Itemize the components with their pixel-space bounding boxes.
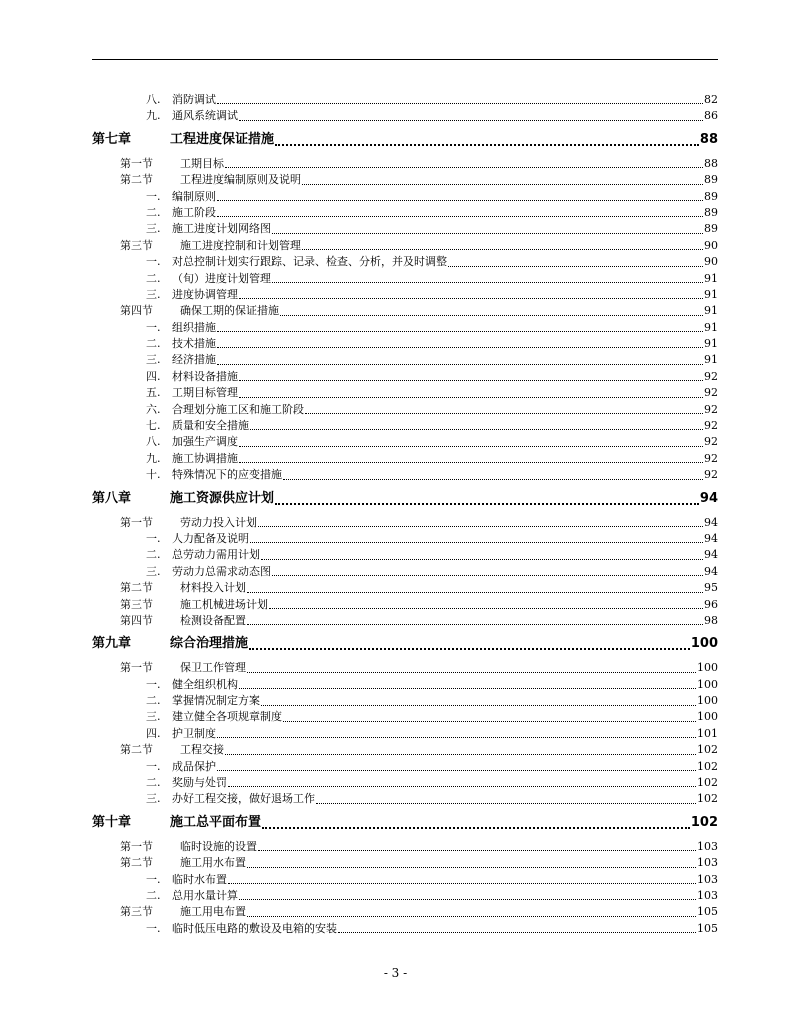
toc-subsection-entry[interactable] [92,385,718,401]
toc-entry-title: 施工总平面布置 [170,814,262,830]
toc-section-entry[interactable] [92,172,718,188]
toc-subsection-entry[interactable] [92,369,718,385]
toc-entry-number: 三. [146,353,161,367]
toc-entry-title: 通风系统调试 [172,109,238,123]
toc-entry-page: 103 [697,889,718,902]
dot-leader [239,446,703,447]
toc-entry-title: 掌握情况制定方案 [172,694,260,708]
toc-entry-number: 一. [146,255,161,269]
toc-entry-page: 89 [704,173,718,187]
toc-entry-number: 第二节 [120,856,153,870]
toc-entry-page: 102 [697,759,718,773]
dot-leader [228,883,696,884]
toc-entry-number: 二. [146,337,161,351]
toc-entry-number: 一. [146,320,161,334]
toc-entry-number: 第一节 [120,156,153,170]
toc-subsection-entry[interactable] [92,254,718,270]
toc-entry-number: 三. [146,564,161,578]
dot-leader [247,672,696,673]
toc-entry-page: 100 [690,636,718,652]
toc-entry-title: 工程进度编制原则及说明 [180,173,301,187]
toc-entry-title: 特殊情况下的应变措施 [172,468,282,482]
dot-leader [217,331,703,332]
dot-leader [239,397,703,398]
toc-subsection-entry[interactable] [92,547,718,563]
toc-entry-title: 施工阶段 [172,205,216,219]
toc-entry-number: 五. [146,386,161,400]
toc-entry-page: 101 [697,726,718,740]
toc-entry-number: 一. [146,189,161,203]
dot-leader [280,315,703,316]
toc-entry-page: 105 [697,905,718,919]
toc-entry-number: 第十章 [92,814,132,830]
dot-leader [272,575,703,576]
toc-entry-title: 施工资源供应计划 [170,490,275,506]
toc-entry-title: 消防调试 [172,92,216,106]
toc-subsection-entry[interactable] [92,271,718,287]
dot-leader [225,167,703,168]
toc-subsection-entry[interactable] [92,710,718,726]
dot-leader [302,184,703,185]
toc-section-entry[interactable] [92,597,718,613]
toc-entry-title: 临时低压电路的敷设及电箱的安装 [172,921,337,935]
toc-entry-page: 94 [704,515,718,529]
toc-entry-page: 88 [699,131,718,147]
dot-leader [302,249,703,250]
toc-entry-number: 第一节 [120,839,153,853]
dot-leader [258,850,696,851]
dot-leader [250,429,703,430]
dot-leader [217,347,703,348]
toc-entry-page: 88 [704,156,718,170]
dot-leader [275,144,699,146]
toc-entry-number: 三. [146,792,161,806]
dot-leader [250,542,703,543]
toc-entry-title: 进度协调管理 [172,287,238,301]
toc-entry-page: 102 [697,792,718,806]
toc-entry-title: 材料设备措施 [172,369,238,383]
toc-entry-page: 94 [704,531,718,545]
toc-section-entry[interactable] [92,660,718,676]
dot-leader [239,380,703,381]
page-number: - 3 - [383,966,408,980]
toc-entry-number: 十. [146,468,161,482]
toc-entry-title: 施工进度控制和计划管理 [180,238,301,252]
dot-leader [272,233,703,234]
toc-entry-number: 四. [146,726,161,740]
toc-section-entry[interactable] [92,156,718,172]
toc-entry-title: 施工用电布置 [180,905,246,919]
dot-leader [239,462,703,463]
toc-entry-page: 105 [697,921,718,935]
toc-entry-page: 102 [697,743,718,757]
dot-leader [283,721,696,722]
toc-entry-number: 一. [146,759,161,773]
toc-entry-number: 第七章 [92,131,132,147]
toc-entry-page: 82 [704,92,718,106]
toc-entry-page: 90 [704,255,718,269]
toc-entry-page: 95 [704,581,718,595]
toc-entry-title: 建立健全各项规章制度 [172,710,282,724]
toc-entry-page: 92 [704,402,718,416]
toc-entry-page: 92 [704,369,718,383]
toc-entry-page: 92 [704,419,718,433]
toc-entry-title: 办好工程交接，做好退场工作 [172,792,315,806]
toc-entry-number: 七. [146,419,161,433]
toc-entry-title: 总用水量计算 [172,889,238,902]
dot-leader [261,559,703,560]
toc-entry-number: 二. [146,889,161,902]
toc-entry-title: 施工用水布置 [180,856,246,870]
toc-entry-title: 护卫制度 [172,726,216,740]
toc-entry-page: 89 [704,189,718,203]
toc-subsection-entry[interactable] [92,467,718,483]
toc-subsection-entry[interactable] [92,434,718,450]
dot-leader [228,786,696,787]
toc-entry-title: 施工机械进场计划 [180,597,268,611]
toc-entry-title: 编制原则 [172,189,216,203]
dot-leader [272,282,703,283]
toc-entry-page: 91 [704,287,718,301]
toc-entry-title: 组织措施 [172,320,216,334]
toc-entry-page: 92 [704,468,718,482]
toc-entry-page: 92 [704,386,718,400]
dot-leader [239,120,703,121]
toc-entry-title: 总劳动力需用计划 [172,548,260,562]
toc-subsection-entry[interactable] [92,287,718,303]
toc-entry-page: 91 [704,304,718,318]
toc-entry-title: 奖励与处罚 [172,776,227,790]
toc-entry-page: 89 [704,222,718,236]
toc-entry-number: 四. [146,369,161,383]
toc-section-entry[interactable] [92,515,718,531]
toc-entry-page: 96 [704,597,718,611]
toc-entry-title: 对总控制计划实行跟踪、记录、检查、分析，并及时调整 [172,255,447,269]
toc-entry-title: 工程进度保证措施 [170,131,275,147]
toc-entry-page: 103 [697,856,718,870]
toc-subsection-entry[interactable] [92,775,718,791]
toc-entry-number: 第四节 [120,613,153,627]
toc-entry-title: 施工进度计划网络图 [172,222,271,236]
toc-subsection-entry[interactable] [92,92,718,108]
toc-entry-title: 合理划分施工区和施工阶段 [172,402,304,416]
toc-subsection-entry[interactable] [92,693,718,709]
header-rule [92,59,718,60]
toc-subsection-entry[interactable] [92,759,718,775]
toc-entry-page: 94 [704,548,718,562]
toc-entry-page: 100 [697,661,718,675]
toc-entry-page: 98 [704,613,718,627]
dot-leader [338,932,696,933]
dot-leader [217,770,696,771]
toc-entry-page: 92 [704,435,718,449]
toc-entry-number: 一. [146,531,161,545]
toc-entry-title: 工程交接 [180,743,224,757]
toc-entry-title: 劳动力总需求动态图 [172,564,271,578]
toc-entry-page: 100 [697,694,718,708]
dot-leader [217,200,703,201]
toc-entry-number: 三. [146,222,161,236]
toc-entry-title: 临时水布置 [172,872,227,886]
toc-entry-number: 第三节 [120,905,153,919]
toc-entry-title: 质量和安全措施 [172,419,249,433]
dot-leader [258,526,703,527]
toc-entry-number: 三. [146,710,161,724]
toc-entry-title: 综合治理措施 [170,636,249,652]
toc-entry-number: 一. [146,921,161,935]
dot-leader [269,608,703,609]
toc-section-entry[interactable] [92,839,718,855]
toc-entry-number: 八. [146,435,161,449]
toc-section-entry[interactable] [92,855,718,871]
toc-subsection-entry[interactable] [92,564,718,580]
toc-entry-page: 102 [690,814,718,830]
toc-section-entry[interactable] [92,238,718,254]
toc-subsection-entry[interactable] [92,418,718,434]
toc-entry-title: 施工协调措施 [172,451,238,465]
dot-leader [217,737,696,738]
toc-subsection-entry[interactable] [92,921,718,937]
toc-entry-page: 100 [697,710,718,724]
toc-entry-title: （旬）进度计划管理 [172,271,271,285]
dot-leader [239,298,703,299]
dot-leader [305,413,703,414]
toc-subsection-entry[interactable] [92,205,718,221]
toc-entry-page: 102 [697,776,718,790]
toc-entry-title: 保卫工作管理 [180,661,246,675]
dot-leader [316,803,696,804]
table-of-contents [92,92,718,937]
toc-entry-number: 第一节 [120,515,153,529]
toc-section-entry[interactable] [92,613,718,629]
toc-subsection-entry[interactable] [92,320,718,336]
toc-entry-title: 材料投入计划 [180,581,246,595]
toc-subsection-entry[interactable] [92,402,718,418]
toc-entry-number: 二. [146,694,161,708]
toc-entry-page: 91 [704,353,718,367]
toc-subsection-entry[interactable] [92,189,718,205]
toc-entry-number: 三. [146,287,161,301]
toc-entry-number: 第四节 [120,304,153,318]
toc-entry-title: 劳动力投入计划 [180,515,257,529]
toc-chapter-entry[interactable] [92,632,718,656]
toc-entry-number: 第三节 [120,597,153,611]
dot-leader [275,503,699,505]
dot-leader [247,624,703,625]
toc-entry-number: 二. [146,776,161,790]
toc-entry-page: 103 [697,839,718,853]
toc-section-entry[interactable] [92,303,718,319]
toc-entry-title: 人力配备及说明 [172,531,249,545]
toc-subsection-entry[interactable] [92,336,718,352]
toc-entry-title: 确保工期的保证措施 [180,304,279,318]
dot-leader [448,266,703,267]
toc-entry-number: 第九章 [92,636,132,652]
toc-entry-page: 91 [704,337,718,351]
dot-leader [249,648,690,650]
toc-entry-page: 90 [704,238,718,252]
toc-entry-number: 九. [146,109,161,123]
toc-entry-number: 二. [146,205,161,219]
toc-entry-number: 六. [146,402,161,416]
toc-chapter-entry[interactable] [92,128,718,152]
toc-entry-number: 第一节 [120,661,153,675]
toc-entry-number: 第二节 [120,581,153,595]
toc-entry-number: 一. [146,872,161,886]
dot-leader [239,899,696,900]
toc-entry-title: 健全组织机构 [172,677,238,691]
dot-leader [247,867,696,868]
dot-leader [261,705,696,706]
toc-entry-title: 工期目标 [180,156,224,170]
dot-leader [247,592,703,593]
dot-leader [217,364,703,365]
toc-chapter-entry[interactable] [92,487,718,511]
toc-subsection-entry[interactable] [92,352,718,368]
toc-entry-page: 91 [704,271,718,285]
dot-leader [262,827,690,829]
toc-entry-title: 成品保护 [172,759,216,773]
toc-entry-page: 103 [697,872,718,886]
toc-subsection-entry[interactable] [92,221,718,237]
toc-entry-number: 二. [146,271,161,285]
toc-entry-number: 第二节 [120,743,153,757]
toc-subsection-entry[interactable] [92,872,718,888]
toc-entry-number: 第八章 [92,490,132,506]
toc-subsection-entry[interactable] [92,531,718,547]
toc-subsection-entry[interactable] [92,451,718,467]
toc-entry-number: 第三节 [120,238,153,252]
toc-entry-title: 经济措施 [172,353,216,367]
toc-entry-page: 89 [704,205,718,219]
dot-leader [239,688,696,689]
toc-entry-page: 94 [699,490,718,506]
toc-entry-number: 九. [146,451,161,465]
toc-entry-title: 工期目标管理 [172,386,238,400]
toc-entry-page: 91 [704,320,718,334]
toc-chapter-entry[interactable] [92,811,718,835]
dot-leader [283,479,703,480]
toc-entry-title: 加强生产调度 [172,435,238,449]
toc-entry-page: 94 [704,564,718,578]
toc-entry-title: 技术措施 [172,337,216,351]
toc-entry-title: 临时设施的设置 [180,839,257,853]
toc-entry-page: 100 [697,677,718,691]
dot-leader [247,916,696,917]
dot-leader [217,103,703,104]
toc-subsection-entry[interactable] [92,888,718,904]
toc-entry-page: 86 [704,109,718,123]
toc-entry-number: 第二节 [120,173,153,187]
toc-section-entry[interactable] [92,904,718,920]
toc-entry-number: 二. [146,548,161,562]
toc-subsection-entry[interactable] [92,791,718,807]
toc-entry-page: 92 [704,451,718,465]
toc-entry-title: 检测设备配置 [180,613,246,627]
dot-leader [217,216,703,217]
toc-entry-number: 八. [146,92,161,106]
toc-entry-number: 一. [146,677,161,691]
toc-subsection-entry[interactable] [92,677,718,693]
toc-subsection-entry[interactable] [92,108,718,124]
toc-section-entry[interactable] [92,742,718,758]
toc-subsection-entry[interactable] [92,726,718,742]
toc-section-entry[interactable] [92,580,718,596]
dot-leader [225,754,696,755]
